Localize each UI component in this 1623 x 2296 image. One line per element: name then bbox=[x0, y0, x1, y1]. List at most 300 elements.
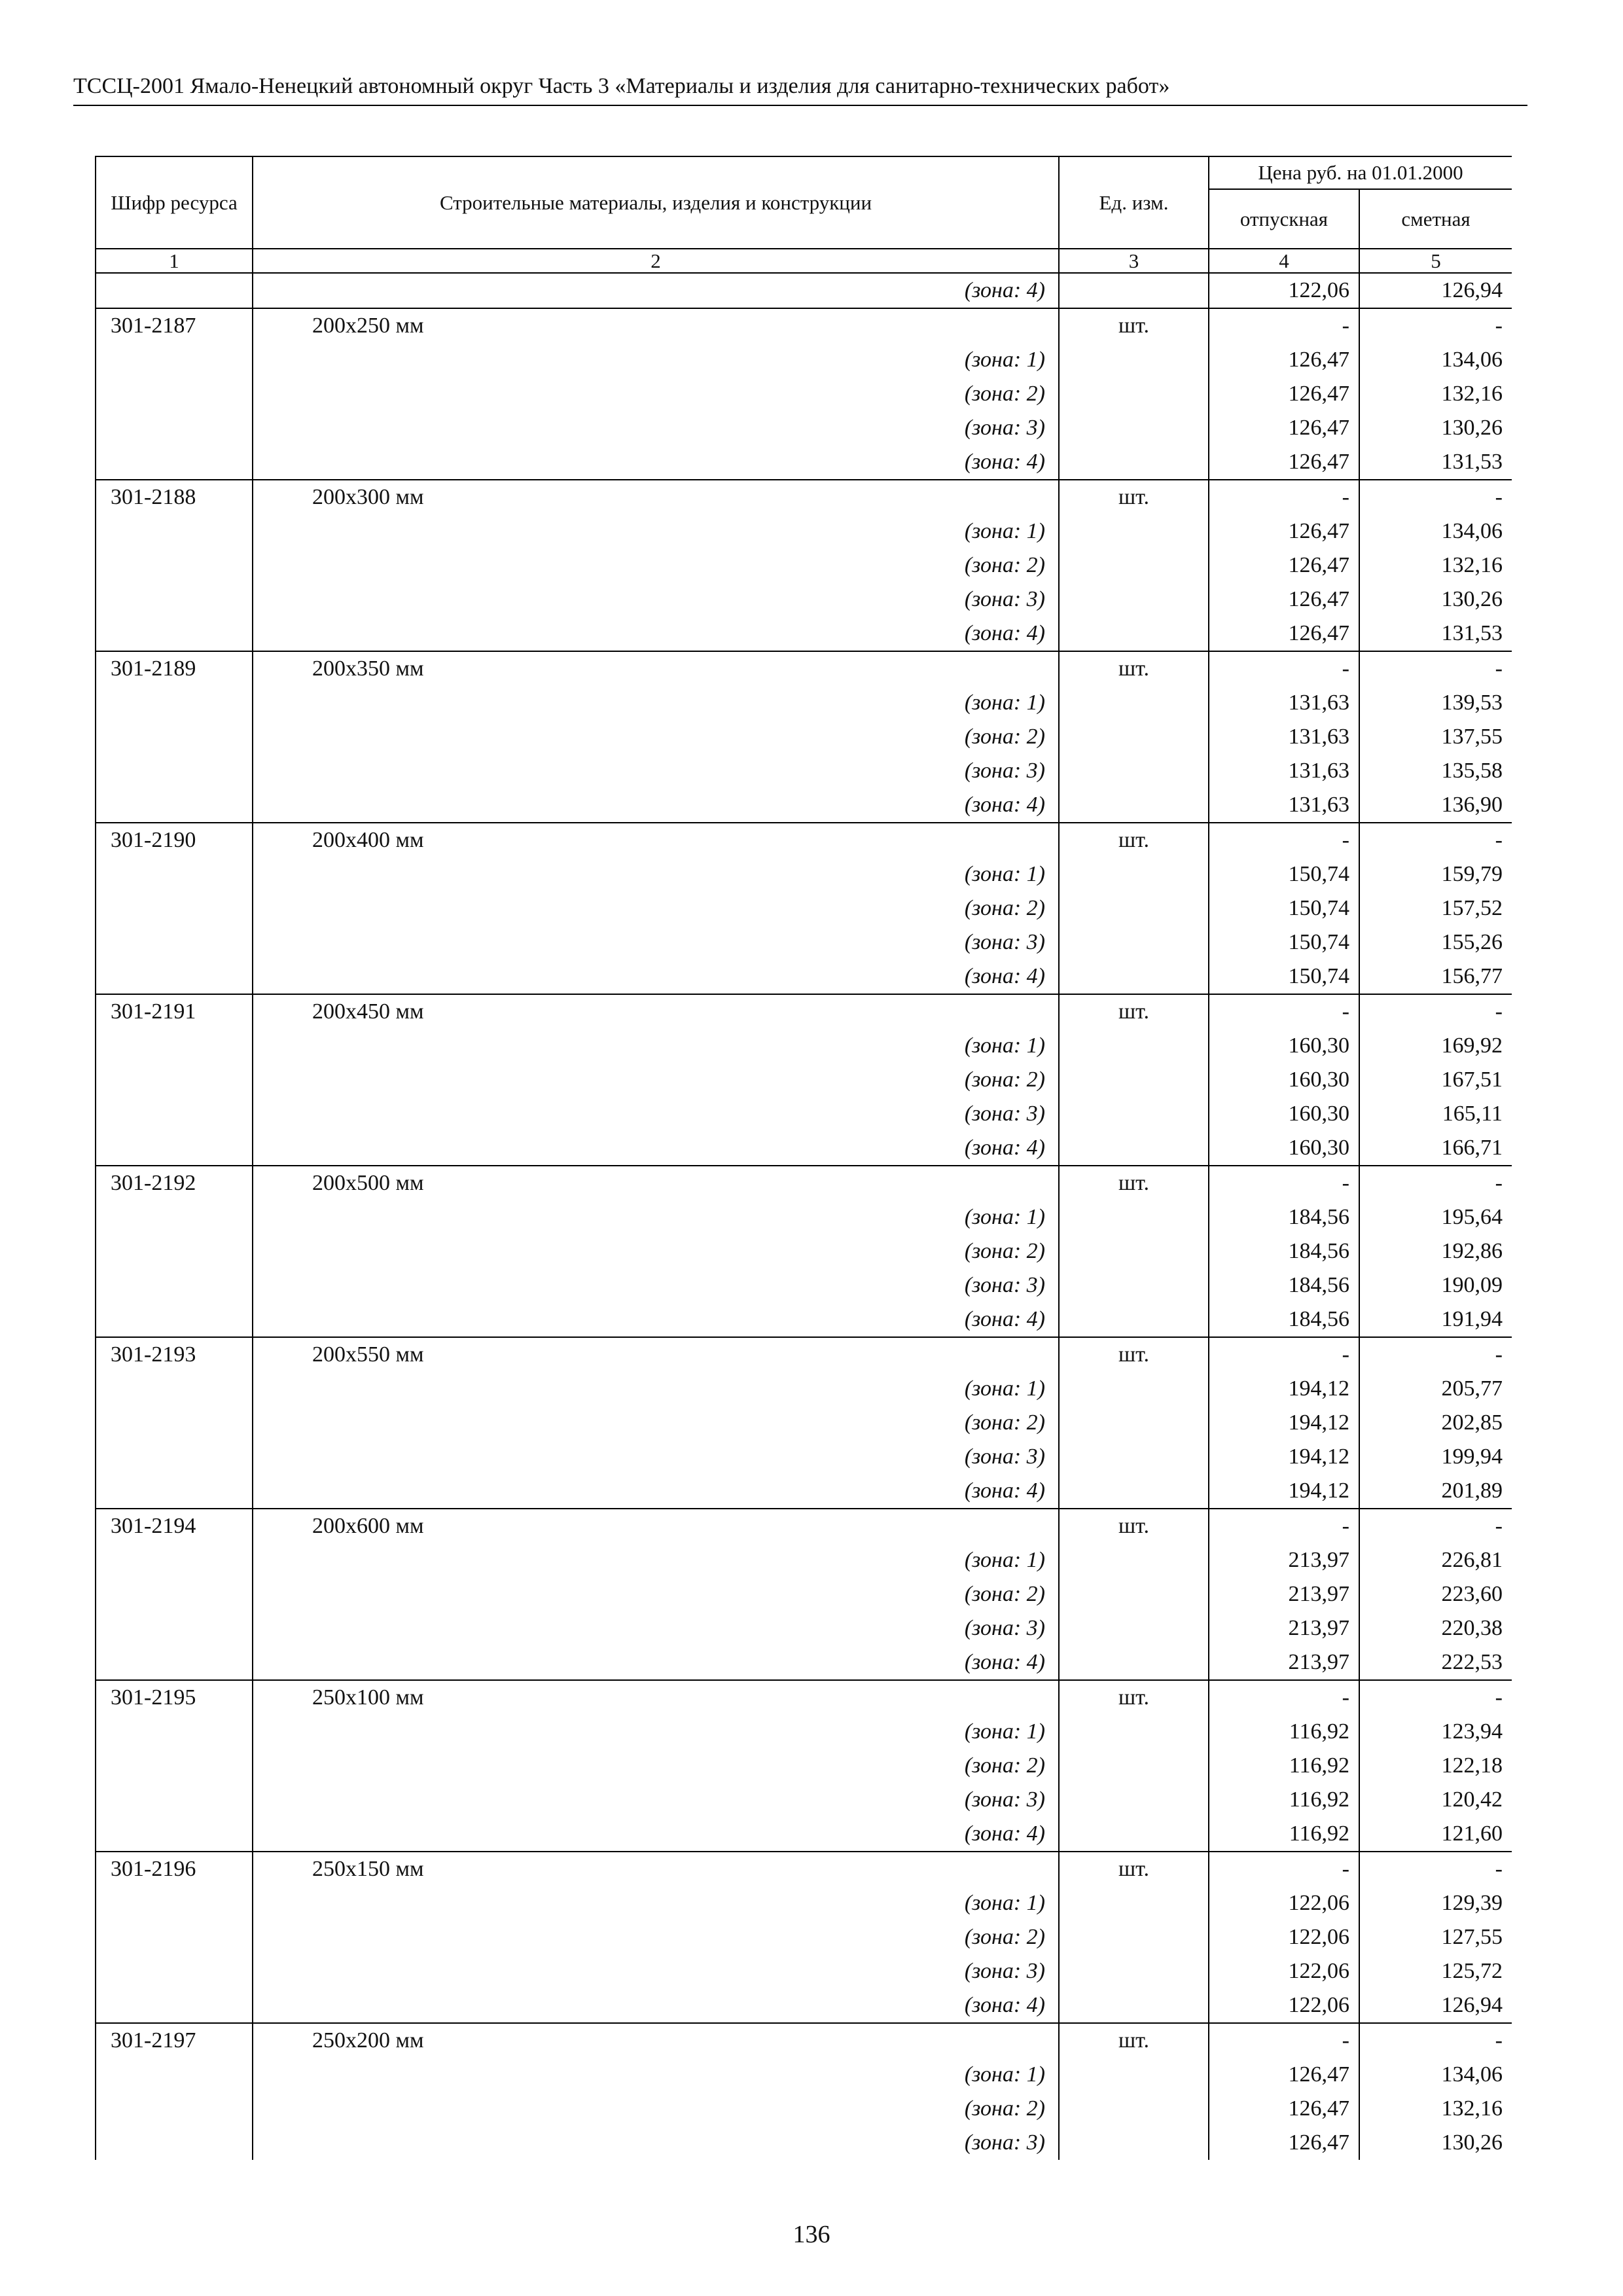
continuation-row bbox=[96, 273, 1512, 308]
unit-cell bbox=[1059, 1234, 1209, 1268]
unit-cell bbox=[1059, 445, 1209, 480]
unit-cell bbox=[1059, 1749, 1209, 1783]
release-price: 126,47 bbox=[1209, 377, 1359, 411]
resource-code-cell bbox=[96, 960, 253, 994]
unit-of-measure: шт. bbox=[1059, 1852, 1209, 1886]
unit-cell bbox=[1059, 1611, 1209, 1645]
zone-label: (зона: 4) bbox=[253, 1645, 1059, 1680]
estimate-price: 120,42 bbox=[1359, 1783, 1512, 1817]
zone-label: (зона: 3) bbox=[253, 925, 1059, 960]
resource-code: 301-2195 bbox=[96, 1680, 253, 1715]
release-price: 194,12 bbox=[1209, 1440, 1359, 1474]
resource-row bbox=[96, 308, 1512, 343]
release-price: 160,30 bbox=[1209, 1131, 1359, 1166]
resource-code-cell bbox=[96, 1645, 253, 1680]
zone-row bbox=[96, 583, 1512, 617]
zone-label: (зона: 1) bbox=[253, 514, 1059, 548]
zone-row bbox=[96, 1406, 1512, 1440]
estimate-price: - bbox=[1359, 1680, 1512, 1715]
estimate-price: 125,72 bbox=[1359, 1954, 1512, 1988]
estimate-price: 131,53 bbox=[1359, 617, 1512, 651]
zone-row bbox=[96, 1920, 1512, 1954]
header-rule bbox=[73, 105, 1527, 106]
zone-label: (зона: 1) bbox=[253, 1715, 1059, 1749]
unit-cell bbox=[1059, 1954, 1209, 1988]
resource-code-cell bbox=[96, 891, 253, 925]
estimate-price: 126,94 bbox=[1359, 1988, 1512, 2023]
unit-of-measure: шт. bbox=[1059, 1680, 1209, 1715]
release-price: 213,97 bbox=[1209, 1543, 1359, 1577]
resource-code-cell bbox=[96, 1749, 253, 1783]
estimate-price: 130,26 bbox=[1359, 2126, 1512, 2160]
unit-of-measure: шт. bbox=[1059, 2023, 1209, 2058]
zone-label: (зона: 2) bbox=[253, 548, 1059, 583]
resource-row bbox=[96, 651, 1512, 686]
zone-label: (зона: 1) bbox=[253, 857, 1059, 891]
unit-cell bbox=[1059, 583, 1209, 617]
release-price: 150,74 bbox=[1209, 960, 1359, 994]
resource-code: 301-2187 bbox=[96, 308, 253, 343]
unit-of-measure: шт. bbox=[1059, 994, 1209, 1029]
estimate-price: 129,39 bbox=[1359, 1886, 1512, 1920]
zone-row bbox=[96, 1577, 1512, 1611]
unit-of-measure: шт. bbox=[1059, 308, 1209, 343]
unit-cell bbox=[1059, 617, 1209, 651]
zone-row bbox=[96, 1954, 1512, 1988]
release-price: - bbox=[1209, 1852, 1359, 1886]
zone-label: (зона: 4) bbox=[253, 1302, 1059, 1337]
resource-row bbox=[96, 1337, 1512, 1372]
unit-cell bbox=[1059, 1302, 1209, 1337]
zone-label: (зона: 3) bbox=[253, 411, 1059, 445]
unit-cell bbox=[1059, 1715, 1209, 1749]
zone-label: (зона: 3) bbox=[253, 2126, 1059, 2160]
release-price: 150,74 bbox=[1209, 891, 1359, 925]
zone-row bbox=[96, 1268, 1512, 1302]
resource-code-cell bbox=[96, 1131, 253, 1166]
estimate-price: - bbox=[1359, 480, 1512, 514]
release-price: 126,47 bbox=[1209, 445, 1359, 480]
resource-code-cell bbox=[96, 411, 253, 445]
zone-label: (зона: 1) bbox=[253, 1029, 1059, 1063]
resource-row bbox=[96, 2023, 1512, 2058]
zone-label: (зона: 1) bbox=[253, 1543, 1059, 1577]
resource-name: 200x600 мм bbox=[253, 1509, 1059, 1543]
zone-label: (зона: 2) bbox=[253, 1749, 1059, 1783]
resource-code-cell bbox=[96, 1063, 253, 1097]
unit-cell bbox=[1059, 754, 1209, 788]
resource-code-cell bbox=[96, 1886, 253, 1920]
resource-code-cell bbox=[96, 1234, 253, 1268]
release-price: 194,12 bbox=[1209, 1474, 1359, 1509]
resource-code-cell bbox=[96, 1474, 253, 1509]
release-price: 126,47 bbox=[1209, 411, 1359, 445]
estimate-price: 134,06 bbox=[1359, 343, 1512, 377]
resource-name: 200x250 мм bbox=[253, 308, 1059, 343]
resource-code-cell bbox=[96, 1611, 253, 1645]
zone-label: (зона: 4) bbox=[253, 1817, 1059, 1852]
estimate-price: 127,55 bbox=[1359, 1920, 1512, 1954]
zone-row bbox=[96, 925, 1512, 960]
unit-cell bbox=[1059, 1097, 1209, 1131]
resource-name: 250x200 мм bbox=[253, 2023, 1059, 2058]
zone-label: (зона: 1) bbox=[253, 1200, 1059, 1234]
zone-row bbox=[96, 788, 1512, 823]
release-price: 126,47 bbox=[1209, 583, 1359, 617]
zone-label: (зона: 2) bbox=[253, 1577, 1059, 1611]
resource-code: 301-2191 bbox=[96, 994, 253, 1029]
estimate-price: 122,18 bbox=[1359, 1749, 1512, 1783]
resource-code: 301-2192 bbox=[96, 1166, 253, 1200]
release-price: 194,12 bbox=[1209, 1406, 1359, 1440]
release-price: 131,63 bbox=[1209, 754, 1359, 788]
unit-cell bbox=[1059, 1440, 1209, 1474]
release-price: 126,47 bbox=[1209, 2058, 1359, 2092]
release-price: 126,47 bbox=[1209, 2126, 1359, 2160]
zone-label: (зона: 2) bbox=[253, 377, 1059, 411]
resource-code-cell bbox=[96, 1817, 253, 1852]
resource-row bbox=[96, 1509, 1512, 1543]
resource-code-cell bbox=[96, 754, 253, 788]
estimate-price: 220,38 bbox=[1359, 1611, 1512, 1645]
estimate-price: 131,53 bbox=[1359, 445, 1512, 480]
resource-code-cell bbox=[96, 1029, 253, 1063]
zone-row bbox=[96, 2058, 1512, 2092]
resource-code: 301-2197 bbox=[96, 2023, 253, 2058]
zone-row bbox=[96, 1715, 1512, 1749]
unit-cell bbox=[1059, 788, 1209, 823]
release-price: 122,06 bbox=[1209, 1988, 1359, 2023]
zone-label: (зона: 4) bbox=[253, 960, 1059, 994]
unit-cell bbox=[1059, 1372, 1209, 1406]
unit-cell bbox=[1059, 2092, 1209, 2126]
column-number: 5 bbox=[1359, 249, 1512, 273]
unit-cell bbox=[1059, 1817, 1209, 1852]
release-price: 213,97 bbox=[1209, 1611, 1359, 1645]
resource-name: 200x450 мм bbox=[253, 994, 1059, 1029]
release-price: 213,97 bbox=[1209, 1645, 1359, 1680]
zone-row bbox=[96, 1440, 1512, 1474]
estimate-price: 130,26 bbox=[1359, 411, 1512, 445]
zone-row bbox=[96, 1543, 1512, 1577]
zone-label: (зона: 3) bbox=[253, 1268, 1059, 1302]
zone-row bbox=[96, 1783, 1512, 1817]
resource-code-cell bbox=[96, 273, 253, 308]
resource-name: 200x400 мм bbox=[253, 823, 1059, 857]
resource-row bbox=[96, 1852, 1512, 1886]
release-price: - bbox=[1209, 1680, 1359, 1715]
zone-row bbox=[96, 1988, 1512, 2023]
resource-code-cell bbox=[96, 343, 253, 377]
resource-row bbox=[96, 994, 1512, 1029]
release-price: 116,92 bbox=[1209, 1817, 1359, 1852]
unit-cell bbox=[1059, 1988, 1209, 2023]
resource-code: 301-2189 bbox=[96, 651, 253, 686]
estimate-price: - bbox=[1359, 823, 1512, 857]
zone-label: (зона: 4) bbox=[253, 1474, 1059, 1509]
unit-cell bbox=[1059, 1131, 1209, 1166]
unit-cell bbox=[1059, 857, 1209, 891]
unit-cell bbox=[1059, 377, 1209, 411]
release-price: 122,06 bbox=[1209, 1954, 1359, 1988]
zone-label: (зона: 4) bbox=[253, 1131, 1059, 1166]
unit-of-measure: шт. bbox=[1059, 823, 1209, 857]
zone-label: (зона: 1) bbox=[253, 686, 1059, 720]
release-price: - bbox=[1209, 994, 1359, 1029]
resource-code-cell bbox=[96, 720, 253, 754]
zone-label: (зона: 4) bbox=[253, 788, 1059, 823]
unit-cell bbox=[1059, 273, 1209, 308]
release-price: 160,30 bbox=[1209, 1097, 1359, 1131]
resource-code: 301-2190 bbox=[96, 823, 253, 857]
estimate-price: - bbox=[1359, 308, 1512, 343]
release-price: 131,63 bbox=[1209, 720, 1359, 754]
release-price: - bbox=[1209, 823, 1359, 857]
estimate-price: 165,11 bbox=[1359, 1097, 1512, 1131]
resource-code-cell bbox=[96, 1302, 253, 1337]
estimate-price: 202,85 bbox=[1359, 1406, 1512, 1440]
resource-code: 301-2196 bbox=[96, 1852, 253, 1886]
unit-cell bbox=[1059, 720, 1209, 754]
resource-code-cell bbox=[96, 377, 253, 411]
estimate-price: 157,52 bbox=[1359, 891, 1512, 925]
release-price: - bbox=[1209, 1509, 1359, 1543]
estimate-price: 139,53 bbox=[1359, 686, 1512, 720]
resource-code-cell bbox=[96, 1372, 253, 1406]
price-table-head bbox=[96, 156, 1512, 273]
resource-row bbox=[96, 1680, 1512, 1715]
resource-name: 200x300 мм bbox=[253, 480, 1059, 514]
resource-code-cell bbox=[96, 1543, 253, 1577]
unit-cell bbox=[1059, 686, 1209, 720]
unit-cell bbox=[1059, 1200, 1209, 1234]
release-price: - bbox=[1209, 1337, 1359, 1372]
price-table-container bbox=[95, 156, 1512, 2164]
zone-row bbox=[96, 1131, 1512, 1166]
unit-cell bbox=[1059, 548, 1209, 583]
zone-label: (зона: 4) bbox=[253, 1988, 1059, 2023]
resource-code-cell bbox=[96, 1920, 253, 1954]
resource-code-cell bbox=[96, 925, 253, 960]
estimate-price: 223,60 bbox=[1359, 1577, 1512, 1611]
release-price: 122,06 bbox=[1209, 1920, 1359, 1954]
release-price: 160,30 bbox=[1209, 1029, 1359, 1063]
estimate-price: - bbox=[1359, 1337, 1512, 1372]
column-number: 2 bbox=[253, 249, 1059, 273]
release-price: 116,92 bbox=[1209, 1783, 1359, 1817]
unit-of-measure: шт. bbox=[1059, 1337, 1209, 1372]
unit-cell bbox=[1059, 2058, 1209, 2092]
column-number: 1 bbox=[96, 249, 253, 273]
zone-label: (зона: 2) bbox=[253, 720, 1059, 754]
zone-row bbox=[96, 960, 1512, 994]
resource-code-cell bbox=[96, 1097, 253, 1131]
zone-row bbox=[96, 377, 1512, 411]
zone-row bbox=[96, 1611, 1512, 1645]
zone-row bbox=[96, 720, 1512, 754]
estimate-price: 195,64 bbox=[1359, 1200, 1512, 1234]
resource-code-cell bbox=[96, 445, 253, 480]
column-header-unit: Ед. изм. bbox=[1059, 156, 1209, 249]
zone-label: (зона: 3) bbox=[253, 583, 1059, 617]
column-header-price-group: Цена руб. на 01.01.2000 bbox=[1209, 156, 1512, 189]
unit-cell bbox=[1059, 960, 1209, 994]
release-price: 160,30 bbox=[1209, 1063, 1359, 1097]
release-price: 194,12 bbox=[1209, 1372, 1359, 1406]
estimate-price: 132,16 bbox=[1359, 2092, 1512, 2126]
unit-cell bbox=[1059, 1543, 1209, 1577]
release-price: 184,56 bbox=[1209, 1268, 1359, 1302]
resource-code-cell bbox=[96, 1268, 253, 1302]
resource-code: 301-2188 bbox=[96, 480, 253, 514]
estimate-price: 123,94 bbox=[1359, 1715, 1512, 1749]
release-price: 131,63 bbox=[1209, 686, 1359, 720]
zone-row bbox=[96, 1645, 1512, 1680]
resource-code-cell bbox=[96, 686, 253, 720]
estimate-price: - bbox=[1359, 1852, 1512, 1886]
unit-of-measure: шт. bbox=[1059, 651, 1209, 686]
column-header-release-price: отпускная bbox=[1209, 189, 1359, 249]
zone-label: (зона: 1) bbox=[253, 2058, 1059, 2092]
zone-row bbox=[96, 891, 1512, 925]
resource-code-cell bbox=[96, 1954, 253, 1988]
zone-row bbox=[96, 514, 1512, 548]
estimate-price: 134,06 bbox=[1359, 2058, 1512, 2092]
column-header-estimate-price: сметная bbox=[1359, 189, 1512, 249]
zone-label: (зона: 3) bbox=[253, 1954, 1059, 1988]
zone-label: (зона: 1) bbox=[253, 343, 1059, 377]
zone-label: (зона: 3) bbox=[253, 1440, 1059, 1474]
resource-row bbox=[96, 823, 1512, 857]
column-number: 4 bbox=[1209, 249, 1359, 273]
estimate-price: 199,94 bbox=[1359, 1440, 1512, 1474]
column-number: 3 bbox=[1059, 249, 1209, 273]
price-table-body bbox=[96, 273, 1512, 2160]
estimate-price: 167,51 bbox=[1359, 1063, 1512, 1097]
release-price: 184,56 bbox=[1209, 1200, 1359, 1234]
estimate-price: 132,16 bbox=[1359, 377, 1512, 411]
resource-code-cell bbox=[96, 583, 253, 617]
zone-row bbox=[96, 411, 1512, 445]
resource-code: 301-2194 bbox=[96, 1509, 253, 1543]
release-price: - bbox=[1209, 308, 1359, 343]
unit-cell bbox=[1059, 411, 1209, 445]
resource-code-cell bbox=[96, 857, 253, 891]
release-price: 213,97 bbox=[1209, 1577, 1359, 1611]
release-price: 184,56 bbox=[1209, 1302, 1359, 1337]
estimate-price: 130,26 bbox=[1359, 583, 1512, 617]
column-header-name: Строительные материалы, изделия и конструкции bbox=[253, 156, 1059, 249]
estimate-price: 190,09 bbox=[1359, 1268, 1512, 1302]
unit-cell bbox=[1059, 1406, 1209, 1440]
estimate-price: 135,58 bbox=[1359, 754, 1512, 788]
resource-code-cell bbox=[96, 2126, 253, 2160]
estimate-price: 192,86 bbox=[1359, 1234, 1512, 1268]
release-price: 122,06 bbox=[1209, 1886, 1359, 1920]
unit-cell bbox=[1059, 2126, 1209, 2160]
unit-cell bbox=[1059, 925, 1209, 960]
unit-cell bbox=[1059, 1645, 1209, 1680]
price-table bbox=[95, 156, 1512, 2160]
resource-row bbox=[96, 1166, 1512, 1200]
estimate-price: - bbox=[1359, 2023, 1512, 2058]
release-price: 126,47 bbox=[1209, 2092, 1359, 2126]
estimate-price: 205,77 bbox=[1359, 1372, 1512, 1406]
estimate-price: 126,94 bbox=[1359, 273, 1512, 308]
zone-row bbox=[96, 2126, 1512, 2160]
zone-label: (зона: 3) bbox=[253, 1611, 1059, 1645]
resource-row bbox=[96, 480, 1512, 514]
resource-code-cell bbox=[96, 2058, 253, 2092]
zone-row bbox=[96, 686, 1512, 720]
resource-code-cell bbox=[96, 617, 253, 651]
resource-code-cell bbox=[96, 1988, 253, 2023]
zone-label: (зона: 2) bbox=[253, 1234, 1059, 1268]
resource-code-cell bbox=[96, 1715, 253, 1749]
unit-cell bbox=[1059, 891, 1209, 925]
unit-of-measure: шт. bbox=[1059, 1166, 1209, 1200]
estimate-price: 155,26 bbox=[1359, 925, 1512, 960]
zone-label: (зона: 3) bbox=[253, 1783, 1059, 1817]
unit-cell bbox=[1059, 1920, 1209, 1954]
zone-row bbox=[96, 1029, 1512, 1063]
zone-row bbox=[96, 1749, 1512, 1783]
resource-name: 200x550 мм bbox=[253, 1337, 1059, 1372]
resource-code-cell bbox=[96, 1406, 253, 1440]
zone-row bbox=[96, 1886, 1512, 1920]
release-price: 131,63 bbox=[1209, 788, 1359, 823]
zone-row bbox=[96, 1372, 1512, 1406]
estimate-price: 191,94 bbox=[1359, 1302, 1512, 1337]
zone-label: (зона: 2) bbox=[253, 1063, 1059, 1097]
release-price: 116,92 bbox=[1209, 1715, 1359, 1749]
release-price: 126,47 bbox=[1209, 514, 1359, 548]
zone-label: (зона: 4) bbox=[253, 273, 1059, 308]
unit-cell bbox=[1059, 1029, 1209, 1063]
release-price: 150,74 bbox=[1209, 925, 1359, 960]
zone-label: (зона: 2) bbox=[253, 1406, 1059, 1440]
unit-of-measure: шт. bbox=[1059, 1509, 1209, 1543]
zone-row bbox=[96, 617, 1512, 651]
estimate-price: 169,92 bbox=[1359, 1029, 1512, 1063]
estimate-price: 159,79 bbox=[1359, 857, 1512, 891]
estimate-price: 121,60 bbox=[1359, 1817, 1512, 1852]
estimate-price: 166,71 bbox=[1359, 1131, 1512, 1166]
resource-code-cell bbox=[96, 514, 253, 548]
resource-name: 200x500 мм bbox=[253, 1166, 1059, 1200]
resource-code-cell bbox=[96, 1440, 253, 1474]
zone-row bbox=[96, 2092, 1512, 2126]
estimate-price: - bbox=[1359, 994, 1512, 1029]
zone-row bbox=[96, 754, 1512, 788]
unit-cell bbox=[1059, 514, 1209, 548]
estimate-price: - bbox=[1359, 1166, 1512, 1200]
unit-cell bbox=[1059, 1063, 1209, 1097]
zone-row bbox=[96, 1302, 1512, 1337]
page-header-title: ТССЦ-2001 Ямало-Ненецкий автономный округ Часть 3 «Материалы и изделия для санитарно-технических работ» bbox=[73, 74, 1170, 98]
unit-cell bbox=[1059, 1886, 1209, 1920]
estimate-price: 226,81 bbox=[1359, 1543, 1512, 1577]
estimate-price: 134,06 bbox=[1359, 514, 1512, 548]
release-price: 126,47 bbox=[1209, 617, 1359, 651]
release-price: 184,56 bbox=[1209, 1234, 1359, 1268]
resource-code-cell bbox=[96, 1200, 253, 1234]
zone-label: (зона: 4) bbox=[253, 617, 1059, 651]
release-price: 150,74 bbox=[1209, 857, 1359, 891]
resource-code-cell bbox=[96, 548, 253, 583]
resource-code-cell bbox=[96, 1577, 253, 1611]
unit-cell bbox=[1059, 1474, 1209, 1509]
